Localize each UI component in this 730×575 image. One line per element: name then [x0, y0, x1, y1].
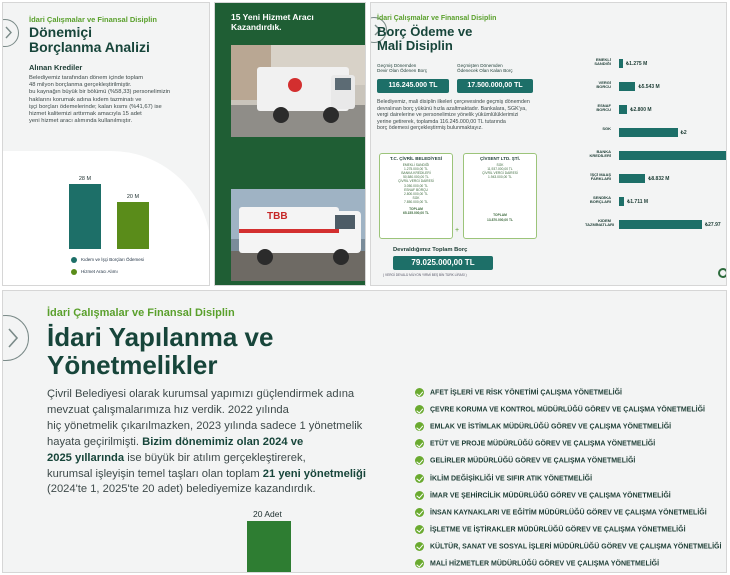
debt-value: ₺1.275 M	[626, 61, 648, 67]
debt-label: ESNAF BORCU	[596, 103, 611, 113]
check-icon	[415, 491, 424, 500]
card-line: ESNAF BORÇU	[404, 187, 428, 192]
regulation-label: AFET İŞLERİ VE RİSK YÖNETİMİ ÇALIŞMA YÖNETMELİĞİ	[430, 389, 622, 397]
card-line: 1.275.000,00 TL	[404, 167, 428, 172]
legend-item-2: Hizmet Aracı Alımı	[71, 269, 118, 275]
debt-bar	[619, 174, 645, 183]
body-line: yeni hizmet aracı alımında kullanılmıştır.	[29, 118, 133, 125]
card-line: 50.580.000,00 TL	[403, 175, 429, 180]
photo-gap	[231, 143, 366, 187]
regulation-item	[415, 474, 592, 483]
card-line: BANKA KREDİLERİ	[401, 171, 431, 176]
card-line: 11.937.000,00 TL	[487, 167, 513, 172]
regulation-item	[415, 491, 671, 500]
body-line: Belediyemiz tarafından dönem içinde toplam	[29, 75, 144, 81]
check-icon	[415, 439, 424, 448]
arrow-circle-icon	[2, 19, 19, 47]
check-icon	[415, 405, 424, 414]
logo-icon	[718, 268, 727, 278]
panel-hizmet-araclari	[214, 2, 366, 286]
panel-idari-yapilanma	[2, 290, 727, 573]
regulation-item	[415, 559, 659, 568]
debt-bar	[619, 82, 635, 91]
debt-label: SENDİKA BORÇLARI	[589, 195, 611, 205]
card-line: ÇİVRİL VERGİ DAİRESİ	[482, 171, 518, 176]
box2-value: 17.500.000,00 TL	[457, 79, 533, 93]
box1-value: 116.245.000 TL	[377, 79, 449, 93]
check-icon	[415, 474, 424, 483]
regulation-item	[415, 405, 705, 414]
body-line: hizmet kalitemizi arttırmak amacıyla 15 adet	[29, 111, 142, 118]
regulation-label: ETÜT VE PROJE MÜDÜRLÜĞÜ GÖREV VE ÇALIŞMA YÖNETMELİĞİ	[430, 440, 656, 448]
debt-bar	[619, 197, 624, 206]
card-line: EMEKLİ SANDIĞI	[402, 163, 430, 167]
footnote: ( VERGİ DEVALÜ MİLYON YIRMİ BEŞ BİN TÜRK LİRASI )	[383, 273, 467, 277]
regulation-item	[415, 439, 655, 448]
debt-value: ₺27.97	[704, 222, 721, 228]
check-icon	[415, 559, 424, 568]
regulation-label: İKLİM DEĞİŞİKLİĞİ VE SIFIR ATIK YÖNETMELİĞİ	[430, 474, 593, 482]
regulation-label: İNSAN KAYNAKLARI VE EĞİTİM MÜDÜRLÜĞÜ GÖREV VE ÇALIŞMA YÖNETMELİĞİ	[430, 509, 707, 517]
legend-item-1: Kıdem ve İşçi Borçları Ödemesi	[71, 257, 144, 263]
regulation-item	[415, 422, 671, 431]
card-line: ÇİVRİL VERGİ DAİRESİ	[398, 179, 434, 184]
chart-data-label: 28 M	[78, 175, 92, 182]
card-line: 7.850.000,00 TL	[404, 199, 428, 204]
regulation-label: MALİ HİZMETLER MÜDÜRLÜĞÜ GÖREV VE ÇALIŞMA YÖNETMELİĞİ	[430, 560, 660, 568]
debt-label: BANKA KREDİLERİ	[589, 149, 611, 159]
kicker: İdari Çalışmalar ve Finansal Disiplin	[47, 307, 235, 319]
body-line: vergi dairelerine ve personelimize yönelik yükümlülüklerimizi	[377, 112, 519, 119]
body-line: devralınan borç yükünü hızla azaltmaktadır. Bankalara, SGK'ya,	[377, 105, 527, 112]
plus-sign: +	[455, 227, 460, 234]
check-icon	[415, 422, 424, 431]
box2-label: Geçmişten Dönemden Ödenecek Olan Kalan Borç	[457, 63, 513, 74]
regulation-item	[415, 525, 686, 534]
check-icon	[415, 508, 424, 517]
debt-label: KIDEM TAZMİNATLARI	[585, 218, 615, 228]
regulation-item	[415, 508, 707, 517]
regulation-bar	[247, 521, 291, 573]
page-title: İdari Yapılanma ve Yönetmelikler	[47, 322, 274, 381]
body-line: haklarını korumak adına kıdem tazminatı ve	[29, 96, 142, 103]
check-icon	[415, 525, 424, 534]
regulation-label: ÇEVRE KORUMA VE KONTROL MÜDÜRLÜĞÜ GÖREV VE ÇALIŞMA YÖNETMELİĞİ	[430, 406, 705, 414]
debt-label: EMEKLİ SANDIĞI	[594, 57, 611, 67]
debt-value: ₺2.800 M	[630, 107, 652, 113]
box1-label: Geçmiş Dönemden Devir Olan Ödenen Borç	[377, 63, 428, 74]
debt-chart	[583, 3, 727, 286]
truck-logo: TBB	[267, 211, 288, 222]
debt-bar	[619, 128, 678, 137]
debt-bar	[619, 220, 702, 229]
card-line: 2.800.000,00 TL	[404, 191, 428, 196]
bar-label: 20 Adet	[253, 509, 282, 519]
regulation-item	[415, 456, 635, 465]
debt-bar	[619, 105, 627, 114]
regulation-label: EMLAK VE İSTİMLAK MÜDÜRLÜĞÜ GÖREV VE ÇALIŞMA YÖNETMELİĞİ	[430, 423, 672, 431]
regulation-label: GELİRLER MÜDÜRLÜĞÜ GÖREV VE ÇALIŞMA YÖNETMELİĞİ	[430, 457, 636, 465]
garbage-truck-photo	[231, 45, 366, 137]
body-text: Çivril Belediyesi olarak kurumsal yapımızı güçlendirmek adına mevzuat çalışmalarımıza hız verdik. 2022 yılında hiç yönetmelik çıkarılmazken, 2023 yılında sadece 1 yönetmelik hayata geçirilmişti. Bizim dönemimiz olan 2024 ve 2025 yıllarında ise büyük bir atılım gerçekleştirerek, kurumsal işleyişin temel taşları olan toplam 21 yeni yönetmeliği (2024'te 1, 2025'te 20 adet) belediyemize kazandırdık.	[47, 388, 366, 496]
regulation-item	[415, 388, 622, 397]
chart-data-label: 20 M	[126, 194, 140, 201]
debt-value: ₺5.543 M	[638, 84, 660, 90]
regulation-label: İMAR VE ŞEHİRCİLİK MÜDÜRLÜĞÜ GÖREV VE ÇALIŞMA YÖNETMELİĞİ	[430, 491, 671, 499]
page-title: Dönemiçi Borçlanma Analizi	[29, 24, 150, 56]
card-line: 1.943.000,00 TL	[488, 175, 512, 180]
debt-bar	[619, 151, 727, 160]
card-line: SGK	[496, 163, 504, 167]
check-icon	[415, 388, 424, 397]
regulation-label: İŞLETME VE İŞTİRAKLER MÜDÜRLÜĞÜ GÖREV VE ÇALIŞMA YÖNETMELİĞİ	[430, 526, 686, 534]
kicker: İdari Çalışmalar ve Finansal Disiplin	[29, 15, 157, 24]
card-line: 3.050.000,00 TL	[404, 183, 428, 188]
chart-bar	[117, 202, 149, 249]
debt-value: ₺2	[680, 130, 687, 136]
caption: 15 Yeni Hizmet Aracı Kazandırdık.	[231, 12, 314, 32]
body-line: bu kaynağın büyük bir bölümü (%58,33) personelimizin	[29, 89, 171, 96]
body-line: işçi borçları ödemelerinde; kalan kısmı (%41,67) ise	[29, 103, 162, 110]
arrow-circle-icon	[2, 315, 29, 361]
regulation-item	[415, 542, 721, 551]
debt-label: İŞÇİ MAAŞ FARKLARI	[590, 172, 611, 182]
body-line: borç ödemesi gerçekleştirmiş bulunmaktayız.	[377, 125, 483, 132]
debt-bar	[619, 59, 623, 68]
body-line: yerine getirerek, toplamda 116.245.000,00 TL tutarında	[377, 118, 506, 125]
regulation-label: KÜLTÜR, SANAT VE SOSYAL İŞLERİ MÜDÜRLÜĞÜ GÖREV VE ÇALIŞMA YÖNETMELİĞİ	[430, 543, 722, 551]
chart-bar	[69, 184, 101, 249]
total-value: 79.025.000,00 TL	[393, 256, 493, 270]
subtitle: Alınan Krediler	[29, 63, 83, 72]
check-icon	[415, 542, 424, 551]
body-line: 48 milyon borçlanma gerçekleştirilmiştir.	[29, 82, 132, 89]
debt-label: VERGİ BORCU	[596, 80, 611, 90]
body-text	[29, 75, 209, 126]
debt-label: SGK	[602, 126, 611, 131]
card-civsent: ÇİVSENT LTD. ŞTİ. SGK 11.937.000,00 TL ÇİVRİL VERGİ DAİRESİ 1.943.000,00 TL TOPLAM 13.870.000,00 TL	[463, 153, 537, 239]
panel-borc-odeme	[370, 2, 727, 286]
page-title: Borç Ödeme ve Mali Disiplin	[377, 24, 473, 54]
card-line: SGK	[412, 195, 420, 200]
service-truck-photo	[231, 189, 366, 281]
body-text	[377, 99, 597, 132]
body-line: Belediyemiz, mali disiplin ilkeleri çerçevesinde geçmiş dönemden	[377, 99, 530, 105]
check-icon	[415, 456, 424, 465]
panel-borclanma-analizi	[2, 2, 210, 286]
bar-chart	[65, 175, 165, 249]
kicker: İdari Çalışmalar ve Finansal Disiplin	[377, 15, 497, 22]
debt-value: ₺1.711 M	[627, 199, 649, 205]
debt-value: ₺8.832 M	[648, 176, 670, 182]
total-label: Devraldığımız Toplam Borç	[393, 247, 468, 253]
card-belediye: T.C. ÇİVRİL BELEDİYESİ EMEKLİ SANDIĞI 1.275.000,00 TL BANKA KREDİLERİ 50.580.000,00 TL ÇİVRİL VERGİ DAİRESİ 3.050.000,00 TL ESNAF BORÇU 2.800.000,00 TL SGK 7.850.000,00 TL TOPLAM 65.155.000,00 TL	[379, 153, 453, 239]
